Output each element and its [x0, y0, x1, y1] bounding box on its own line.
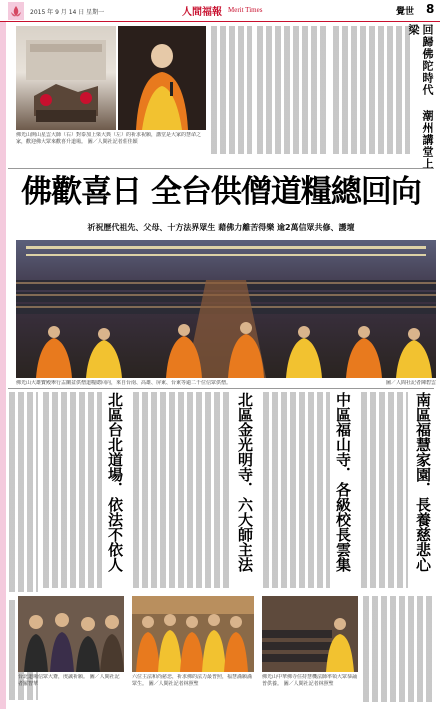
continued-text-left: [8, 392, 38, 592]
bottom-photo-taipei-caption: 台北道場信眾大齋，虔誠祈願。 圖／人間社記者羅智華: [18, 674, 120, 687]
article-north-taipei-region: 北區: [106, 392, 124, 422]
bottom-photo-taipei: [18, 596, 124, 672]
top-story-headline: 回歸佛陀時代 潮州講堂上梁: [407, 24, 434, 170]
article-north-jgm-body: [132, 392, 232, 588]
article-central-body: [262, 392, 330, 588]
top-story-photo-left: [16, 26, 116, 130]
bottom-photo-jinguangming: [132, 596, 254, 672]
article-central-region: 中區: [334, 392, 352, 422]
article-south-title: 福慧家園．長養慈悲心: [414, 422, 432, 572]
masthead-paper-name-en: Merit Times: [228, 6, 263, 14]
lotus-icon: [8, 2, 24, 20]
top-story-body-mid: [256, 26, 328, 154]
bottom-photo-jinguangming-caption: 六位主法和尚慈悲，祈求佛的法力最普照，福慧滿願滿眾生。 圖／人間社記者林照聖: [132, 674, 253, 687]
main-subheadline: 祈祝歷代祖先、父母、十方法界眾生 藉佛力離苦得樂 逾2萬信眾共修、護壇: [87, 223, 355, 232]
article-south-body-continued: [362, 596, 434, 702]
article-central-headline: [332, 392, 354, 592]
article-north-taipei-headline: [104, 392, 126, 592]
article-south-headline: [410, 392, 434, 592]
article-south-body: [360, 392, 408, 588]
main-story-photo: [16, 240, 436, 378]
top-story-body-left: [210, 26, 252, 154]
bottom-photo-central: [262, 596, 358, 672]
main-story-photo-caption: 佛光山大雄寶殿舉行盂蘭盆供僧道糧總回向，來自台南、高雄、屏東、台東等逾二千位信眾供僧。: [16, 380, 232, 386]
main-headline-rule: [8, 168, 434, 169]
article-north-taipei-title: 台北道場．依法不依人: [106, 422, 124, 572]
article-north-jgm-title: 金光明寺．六大師主法: [236, 422, 254, 572]
masthead-logo-block: [8, 2, 24, 20]
article-central-title: 福山寺．各級校長雲集: [334, 422, 352, 572]
article-north-taipei-body: [42, 392, 102, 588]
main-story-photo-credit: 圖／人間社記者陳碧雲: [385, 380, 436, 386]
article-south-region: 南區: [414, 392, 432, 422]
bottom-photo-central-caption: 佛光山中華佛寺住持慧機法師率領大眾恭誦普供養。 圖／人間社記者林照聖: [262, 674, 358, 687]
regional-section-rule: [8, 388, 434, 389]
top-story-photo-caption: 佛光山開山星雲大師（右）對泰加上梁大典（左）的祈求祝願，講堂是大家的慧命之家，歡迎佛大眾來歡喜升道場。 圖／人間社記者莊佳穎: [16, 132, 202, 145]
left-margin-strip: [0, 22, 6, 709]
masthead-paper-name: 人間福報: [182, 7, 222, 18]
masthead-date: 2015 年 9 月 14 日 星期一: [30, 9, 105, 16]
masthead-section: 覺世: [396, 7, 415, 17]
article-north-jgm-headline: [234, 392, 256, 592]
masthead-page-number: 8: [426, 2, 435, 16]
top-story-photo-right: [118, 26, 206, 130]
masthead: [0, 0, 440, 22]
main-headline: 佛歡喜日 全台供僧道糧總回向: [21, 174, 421, 210]
article-north-jgm-region: 北區: [236, 392, 254, 422]
top-story-body-right: [332, 26, 410, 154]
